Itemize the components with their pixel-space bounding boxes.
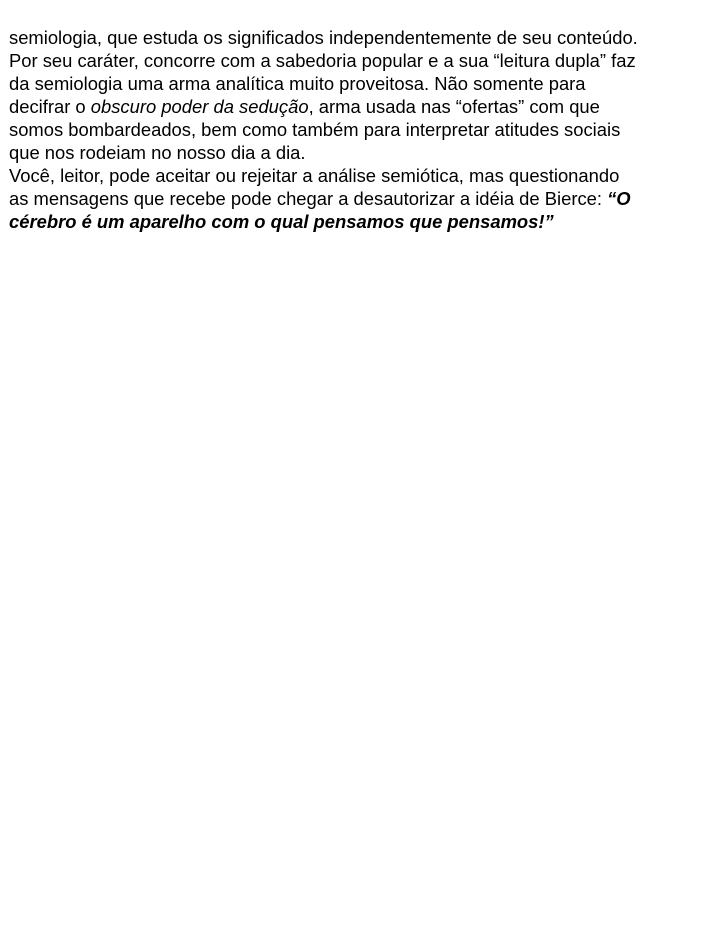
quote-start: “O <box>607 188 631 209</box>
text-line-1: semiologia, que estuda os significados independentemente de seu conteúdo. <box>9 27 638 48</box>
text-line-4 <box>9 95 725 118</box>
text-line-2: Por seu caráter, concorre com a sabedoria popular e a sua “leitura dupla” faz <box>9 50 636 71</box>
text-segment: decifrar o <box>9 96 91 117</box>
text-line-3: da semiologia uma arma analítica muito proveitosa. Não somente para <box>9 73 586 94</box>
text-segment: as mensagens que recebe pode chegar a desautorizar a idéia de Bierce: <box>9 188 608 209</box>
body-text <box>9 26 725 233</box>
text-line-7: Você, leitor, pode aceitar ou rejeitar a análise semiótica, mas questionando <box>9 165 620 186</box>
text-line-5: somos bombardeados, bem como também para interpretar atitudes sociais <box>9 119 621 140</box>
italic-phrase: obscuro poder da sedução <box>90 96 309 117</box>
text-segment: , arma usada nas “ofertas” com que <box>308 96 600 117</box>
text-line-6: que nos rodeiam no nosso dia a dia. <box>9 142 306 163</box>
quote-text: cérebro é um aparelho com o qual pensamos que pensamos!” <box>9 211 554 232</box>
text-line-8 <box>9 187 725 210</box>
text-line-9 <box>9 210 725 233</box>
